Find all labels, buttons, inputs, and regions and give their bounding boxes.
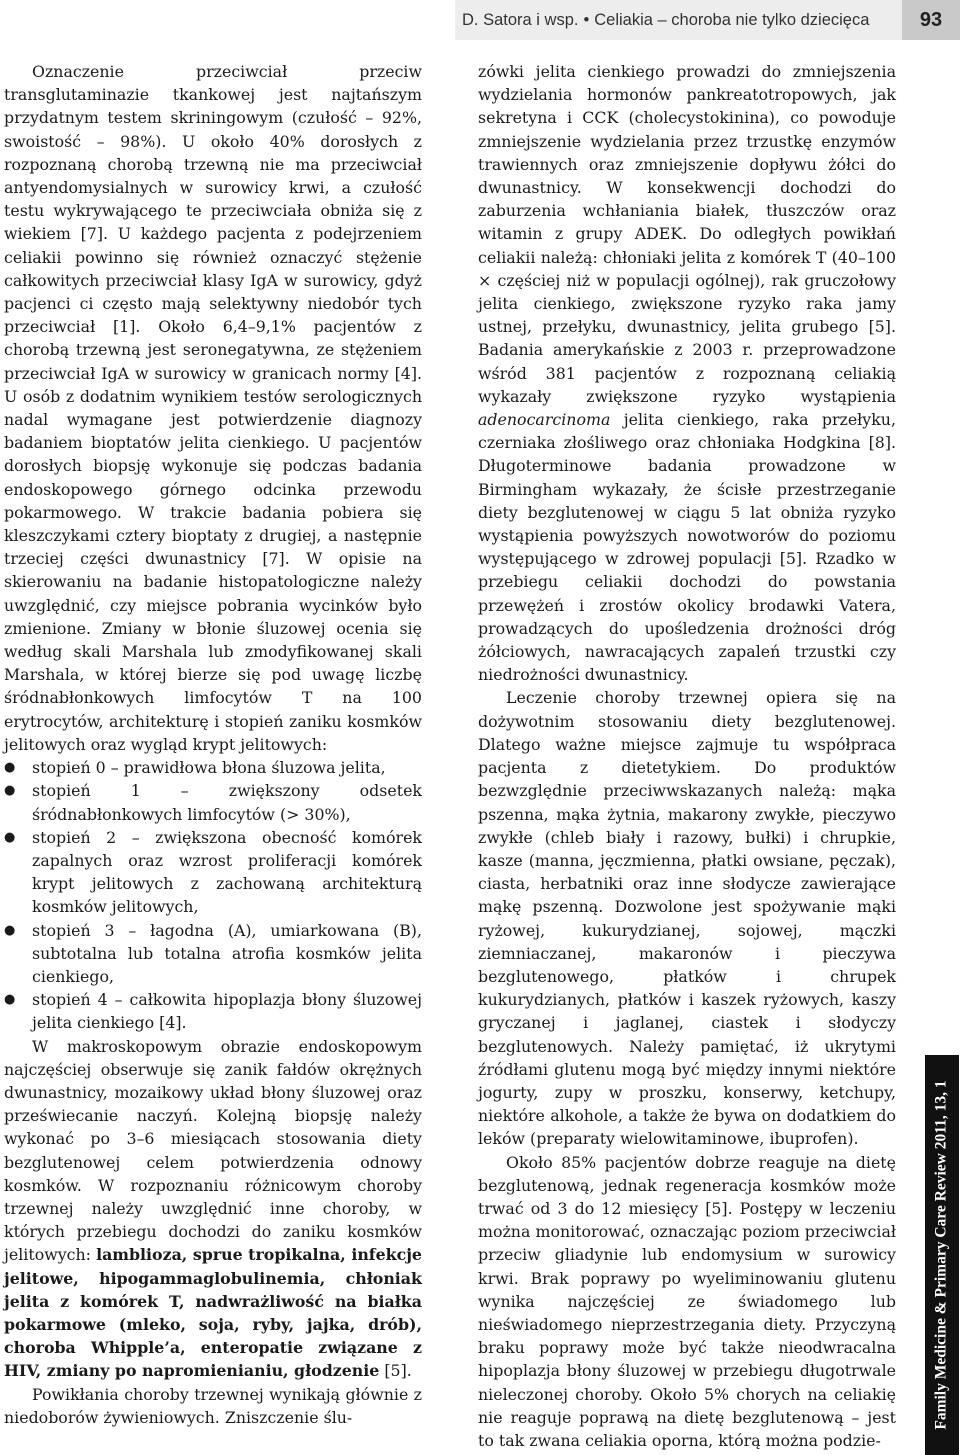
text-run: jelita cienkiego, raka przełyku, czerniaka złośliwego oraz chłoniaka Hodgkina [8]. Długoterminowe badania prowadzone w Birmingham wykazały, że ścisłe przestrzeganie diety bezglutenowej w ciągu 5 lat obniża ryzyko wystąpienia powyższych nowotworów do poziomu występującego w zdrowej populacji [5]. Rzadko w przebiegu celiakii dochodzi do powstania przewężeń i zrostów okolicy brodawki Vatera, prowadzących do upośledzenia drożności dróg żółciowych, nawracających zapaleń trzustki czy niedrożności dwunastnicy.: [478, 410, 896, 685]
list-item: ● stopień 4 – całkowita hipoplazja błony śluzowej jelita cienkiego [4].: [4, 988, 422, 1034]
header-title: Celiakia – choroba nie tylko dziecięca: [594, 10, 870, 29]
journal-name: Family Medicine & Primary Care Review 2011, 13, 1: [933, 1080, 950, 1430]
running-header: [455, 0, 960, 40]
right-column: [478, 60, 896, 1452]
bold-text-run: lamblioza, sprue tropikalna, infekcje jelitowe, hipogammaglobulinemia, chłoniak jelita z komórek T, nadwrażliwość na białka pokarmowe (mleko, soja, ryby, jajka, drób), choroba Whipple’a, enteropatie związane z HIV, zmiany po napromienianiu, głodzenie: [4, 1245, 422, 1381]
header-authors: D. Satora i wsp.: [462, 10, 579, 29]
list-item: ● stopień 0 – prawidłowa błona śluzowa jelita,: [4, 756, 422, 779]
paragraph: Około 85% pacjentów dobrze reaguje na dietę bezglutenową, jednak regeneracja kosmków może trwać od 3 do 12 miesięcy [5]. Postępy w leczeniu można monitorować, oznaczając poziom przeciwciał przeciw gliadynie lub endomysium w surowicy krwi. Brak poprawy po wyeliminowaniu glutenu wynika najczęściej ze świadomego lub nieświadomego nieprzestrzegania diety. Przyczyną braku poprawy może być także nieodwracalna hipoplazja błony śluzowej w przebiegu długotrwale nieleczonej choroby. Około 5% chorych na celiakię nie reaguje poprawą na dietę bezglutenową – jest to tak zwana celiakia oporna, którą można podzie-: [478, 1152, 896, 1450]
paragraph: Oznaczenie przeciwciał przeciw transglutaminazie tkankowej jest najtańszym przydatnym testem skriningowym (czułość – 92%, swoistość – 98%). U około 40% dorosłych z rozpoznaną chorobą trzewną nie ma przeciwciał antyendomysialnych w surowicy krwi, a czułość testu wykrywającego te przeciwciała obniża się z wiekiem [7]. U każdego pacjenta z podejrzeniem celiakii powinno się również oznaczyć stężenie całkowitych przeciwciał klasy IgA w surowicy, gdyż pacjenci ci często mają selektywny niedobór tych przeciwciał [1]. Około 6,4–9,1% pacjentów z chorobą trzewną jest seronegatywna, ze stężeniem przeciwciał IgA w surowicy w granicach normy [4]. U osób z dodatnim wynikiem testów serologicznych nadal wymagane jest potwierdzenie diagnozy badaniem bioptatów jelita cienkiego. U pacjentów dorosłych biopsję wykonuje się podczas badania endoskopowego górnego odcinka przewodu pokarmowego. W trakcie badania pobiera się kleszczykami cztery bioptaty z drugiej, a następnie trzeciej części dwunastnicy [7]. W opisie na skierowaniu na badanie histopatologiczne należy uwzględnić, czy miejsce pobrania wycinków było zmienione. Zmiany w błonie śluzowej ocenia się według skali Marshala lub zmodyfikowanej skali Marshala, w której bierze się pod uwagę liczbę śródnabłonkowych limfocytów T na 100 erytrocytów, architekturę i stopień zaniku kosmków jelitowych oraz wygląd krypt jelitowych:: [4, 62, 422, 754]
list-item: ● stopień 2 – zwiększona obecność komórek zapalnych oraz wzrost proliferacji komórek krypt jelitowych z zachowaną architekturą kosmków jelitowych,: [4, 826, 422, 919]
page-number: 93: [902, 0, 960, 40]
paragraph: Leczenie choroby trzewnej opiera się na dożywotnim stosowaniu diety bezglutenowej. Dlatego ważne miejsce zajmuje tu współpraca pacjenta z dietetykiem. Do produktów bezwzględnie przeciwwskazanych należą: mąka pszenna, mąka żytnia, makarony zwykłe, pieczywo zwykłe (chleb biały i razowy, bułki) i chrupkie, kasze (manna, jęczmienna, płatki owsiane, pęczak), ciasta, herbatniki oraz inne słodycze zawierające mąkę pszenną. Dozwolone jest spożywanie mąki ryżowej, kukurydzianej, sojowej, mączki ziemniaczanej, makaronów i pieczywa bezglutenowego, płatków i chrupek kukurydzianych, płatków i kaszek ryżowych, kaszy gryczanej i jaglanej, ciastek i słodyczy bezglutenowych. Należy pamiętać, iż ukrytymi źródłami glutenu mogą być między innymi niektóre jogurty, zupy w proszku, konserwy, ketchupy, niektóre alkohole, a także że bywa on dodatkiem do leków (preparaty wielowitaminowe, ibuprofen).: [478, 688, 896, 1149]
marsh-grade-list: [4, 756, 422, 1034]
header-citation: [455, 0, 902, 40]
journal-side-label: [924, 1055, 960, 1455]
paragraph: [478, 60, 896, 686]
list-item: ● stopień 1 – zwiększony odsetek śródnabłonkowych limfocytów (> 30%),: [4, 779, 422, 825]
text-run: W makroskopowym obrazie endoskopowym najczęściej obserwuje się zanik fałdów okrężnych dwunastnicy, mozaikowy układ błony śluzowej oraz przeświecanie naczyń. Kolejną biopsję należy wykonać po 3–6 miesiącach stosowania diety bezglutenowej celem potwierdzenia odnowy kosmków. W rozpoznaniu różnicowym choroby trzewnej należy uwzględnić inne choroby, w których przebiegu dochodzi do zaniku kosmków jelitowych:: [4, 1036, 422, 1265]
text-run: zówki jelita cienkiego prowadzi do zmniejszenia wydzielania hormonów pankreatotropowych, jak sekretyna i CCK (cholecystokinina), co powoduje zmniejszenie wydzielania przez trzustkę enzymów trawiennych oraz zmniejszenie dopływu żółci do dwunastnicy. W konsekwencji dochodzi do zaburzenia wchłaniania białek, tłuszczów oraz witamin z grupy ADEK. Do odległych powikłań celiakii należą: chłoniaki jelita z komórek T (40–100 × częściej niż w populacji ogólnej), rak gruczołowy jelita cienkiego, zwiększone ryzyko raka jamy ustnej, przełyku, dwunastnicy, jelita grubego [5]. Badania amerykańskie z 2003 r. przeprowadzone wśród 381 pacjentów z rozpoznaną celiakią wykazały zwiększone ryzyko wystąpienia: [478, 62, 896, 406]
italic-text-run: adenocarcinoma: [478, 410, 611, 430]
side-label-box: [925, 1055, 959, 1455]
list-item: ● stopień 3 – łagodna (A), umiarkowana (B), subtotalna lub totalna atrofia kosmków jelita cienkiego,: [4, 919, 422, 989]
paragraph: Powikłania choroby trzewnej wynikają głównie z niedoborów żywieniowych. Zniszczenie ślu-: [4, 1384, 422, 1427]
text-run: [5].: [379, 1361, 412, 1381]
paragraph: [4, 1035, 422, 1383]
left-column: [4, 60, 422, 1429]
header-bullet: •: [583, 10, 590, 29]
